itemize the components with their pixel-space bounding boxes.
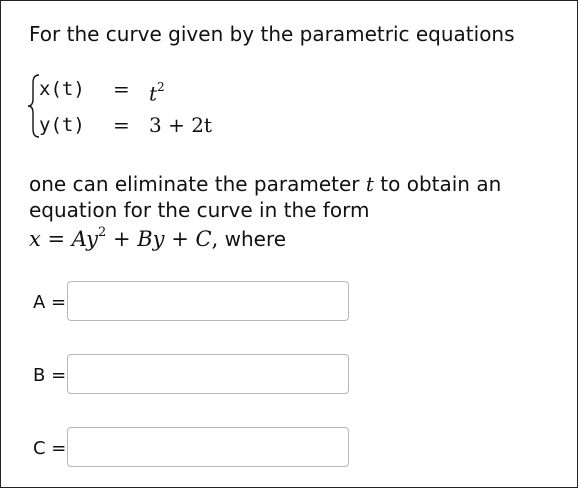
answer-row-c [33,427,363,471]
form-plus-2: + [164,227,196,251]
form-plus-1: + [106,227,138,251]
answer-input-c[interactable] [67,427,349,467]
y-equals-sign: = [113,113,130,137]
answer-row-b [33,354,363,398]
form-eq: = [40,227,72,251]
form-where: where [218,227,287,251]
paragraph-line-2: equation for the curve in the form [29,198,370,222]
y-of-t: y(t) [39,114,85,136]
answer-label-a: A = [33,292,67,313]
x-rhs [149,77,165,106]
answer-label-c: C = [33,438,67,459]
x-rhs-base: t [149,81,158,106]
target-form-equation [29,227,218,251]
x-equals-sign: = [113,77,130,101]
x-of-t: x(t) [39,78,85,100]
form-y2: y [152,227,165,251]
form-B: B [137,227,153,251]
form-comma: , [211,227,219,251]
answer-label-b: B = [33,365,67,386]
paragraph-line-1 [29,171,559,197]
paragraph-line-1-start: one can eliminate the parameter [29,172,366,196]
y-rhs: 3 + 2t [149,113,212,137]
y-equation [39,113,269,141]
answer-input-a[interactable] [67,281,349,321]
question-intro: For the curve given by the parametric equations [29,22,515,46]
target-form [29,223,286,253]
parametric-system [27,73,267,153]
x-rhs-exponent: 2 [157,80,165,94]
form-C: C [195,227,212,251]
question-paragraph [29,171,559,223]
form-y1: y [86,227,98,251]
parameter-variable: t [365,172,374,196]
answer-row-a [33,281,363,325]
form-exponent: 2 [98,225,107,240]
paragraph-line-1-end: to obtain an [373,172,502,196]
answer-input-b[interactable] [67,354,349,394]
x-equation [39,77,269,105]
form-x: x [29,227,41,251]
form-A: A [71,227,87,251]
